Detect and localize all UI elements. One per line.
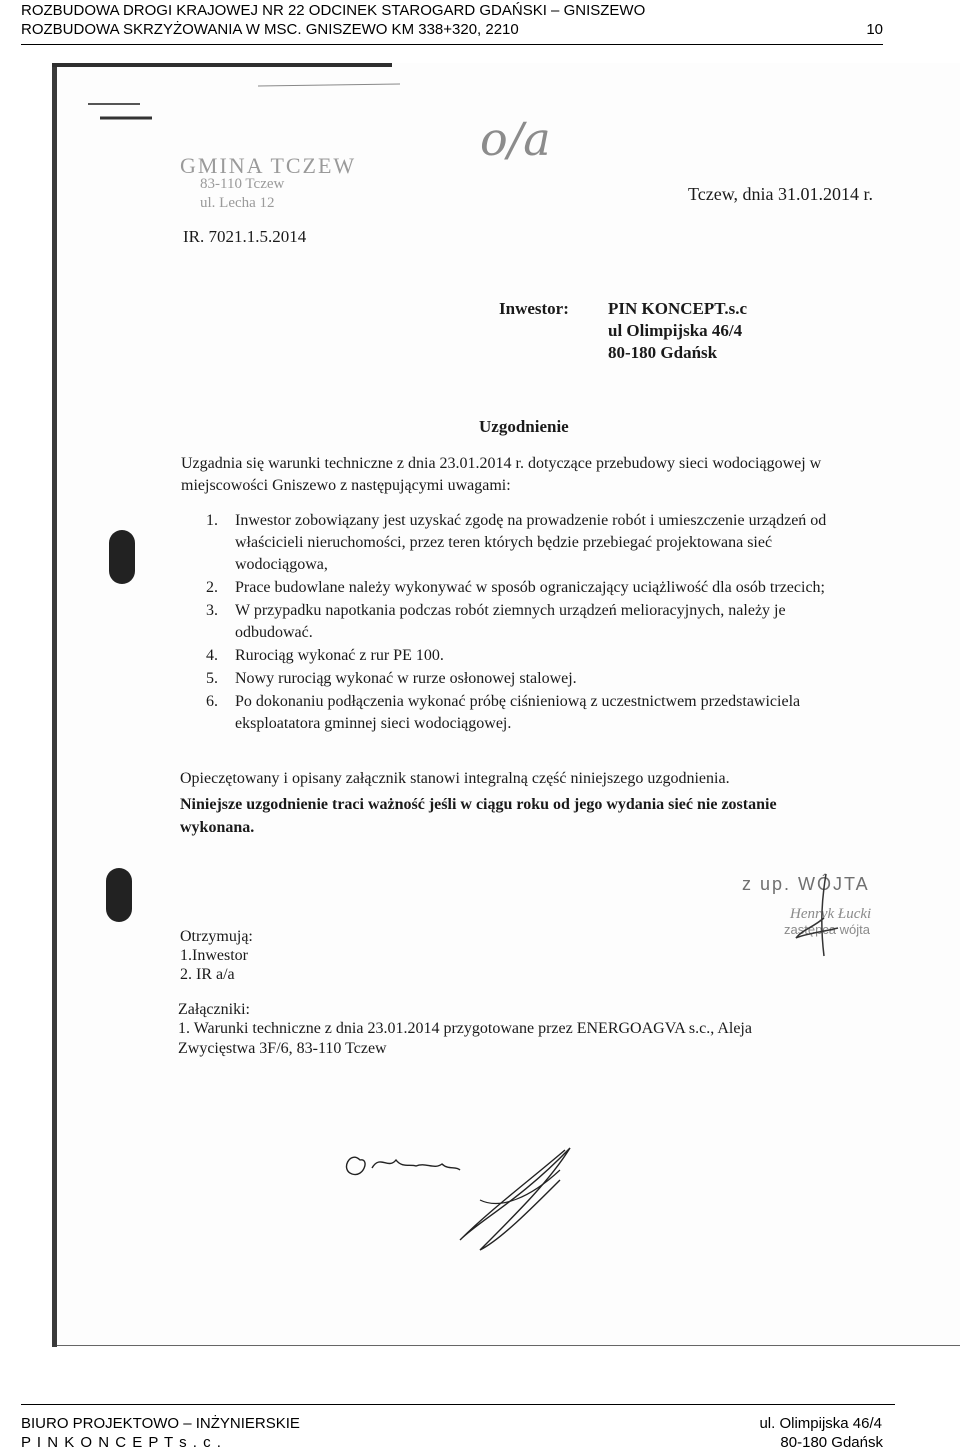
signature-stamp [742,868,922,958]
list-item-number: 3. [206,602,218,619]
signature-stamp-line1: z up. WÓJTA [742,874,870,894]
investor-label: Inwestor: [499,299,569,318]
footer-company-name: P I N K O N C E P T s . c . [21,1434,222,1451]
list-item-line: eksploatatora gminnej sieci wodociągowej. [235,715,512,732]
page-number: 10 [866,21,883,38]
stamp-line3: ul. Lecha 12 [200,195,275,211]
list-item [206,668,866,690]
place-date: Tczew, dnia 31.01.2014 r. [688,184,874,204]
list-item [206,600,866,644]
scan-mark-top [258,84,400,86]
footer-company: BIURO PROJEKTOWO – INŻYNIERSKIE [21,1415,300,1432]
list-item-line: W przypadku napotkania podczas robót ziemnych urządzeń melioracyjnych, należy je [235,602,786,619]
recipient-item: 1.Inwestor [180,947,248,964]
list-item-line: Po dokonaniu podłączenia wykonać próbę ciśnieniową z uczestnictwem przedstawiciela [235,693,801,710]
stamp-line2: 83-110 Tczew [200,176,285,192]
attachment-line1: 1. Warunki techniczne z dnia 23.01.2014 przygotowane przez ENERGOAGVA s.c., Aleja [178,1020,752,1037]
list-item-number: 2. [206,579,218,596]
list-item-line: Prace budowlane należy wykonywać w sposób ograniczający uciążliwość dla osób trzecich; [235,579,825,596]
list-item-line: odbudować. [235,624,313,641]
list-item-number: 6. [206,693,218,710]
footer-divider [21,1404,895,1405]
validity-line2: wykonana. [180,819,255,836]
intro-line2: miejscowości Gniszewo z następującymi uwagami: [181,477,511,494]
list-item-line: wodociągowa, [235,556,328,573]
investor-city: 80-180 Gdańsk [608,343,718,362]
header-title-line1: ROZBUDOWA DROGI KRAJOWEJ NR 22 ODCINEK STAROGARD GDAŃSKI – GNISZEWO [21,2,646,19]
municipality-stamp [180,153,357,213]
attachments-label: Załączniki: [178,1001,250,1018]
list-item-line: Nowy rurociąg wykonać w rurze osłonowej stalowej. [235,670,577,687]
conditions-list [206,510,866,736]
recipient-item: 2. IR a/a [180,966,235,983]
signature-stamp-line2: Henryk Łucki [790,906,872,922]
investor-street: ul Olimpijska 46/4 [608,321,743,340]
recipients-label: Otrzymują: [180,928,253,945]
stamp-line1: GMINA TCZEW [180,153,357,178]
punch-hole-bottom [106,868,132,922]
signature-mark [742,868,922,958]
investor-name: PIN KONCEPT.s.c [608,299,747,318]
list-item-number: 5. [206,670,218,687]
list-item-number: 4. [206,647,218,664]
attachment-note: Opieczętowany i opisany załącznik stanowi integralną część niniejszego uzgodnienia. [180,770,730,787]
reference-number: IR. 7021.1.5.2014 [183,227,307,246]
list-item [206,577,866,599]
handwritten-reference: o/a [480,112,551,166]
list-item [206,691,866,735]
footer-address-city: 80-180 Gdańsk [780,1434,883,1451]
validity-line1: Niniejsze uzgodnienie traci ważność jeśli w ciągu roku od jego wydania sieć nie zostanie [180,796,777,813]
list-item [206,645,866,667]
list-item-number: 1. [206,512,218,529]
list-item [206,510,866,576]
signature-stamp-line3: zastępca wójta [784,922,870,937]
footer-address-street: ul. Olimpijska 46/4 [759,1415,882,1432]
list-item-line: Rurociąg wykonać z rur PE 100. [235,647,444,664]
subject-heading: Uzgodnienie [479,417,569,436]
list-item-line: Inwestor zobowiązany jest uzyskać zgodę na prowadzenie robót i umieszczenie urządzeń od [235,512,827,529]
list-item-line: właścicieli nieruchomości, przez teren których będzie przebiegać projektowana sieć [235,534,773,551]
handwritten-signature [330,1140,590,1260]
intro-line1: Uzgadnia się warunki techniczne z dnia 23.01.2014 r. dotyczące przebudowy sieci wodociągowej w [181,455,822,472]
punch-hole-top [109,530,135,584]
attachment-line2: Zwycięstwa 3F/6, 83-110 Tczew [178,1040,387,1057]
header-title-line2: ROZBUDOWA SKRZYŻOWANIA W MSC. GNISZEWO KM 338+320, 2210 [21,21,519,38]
